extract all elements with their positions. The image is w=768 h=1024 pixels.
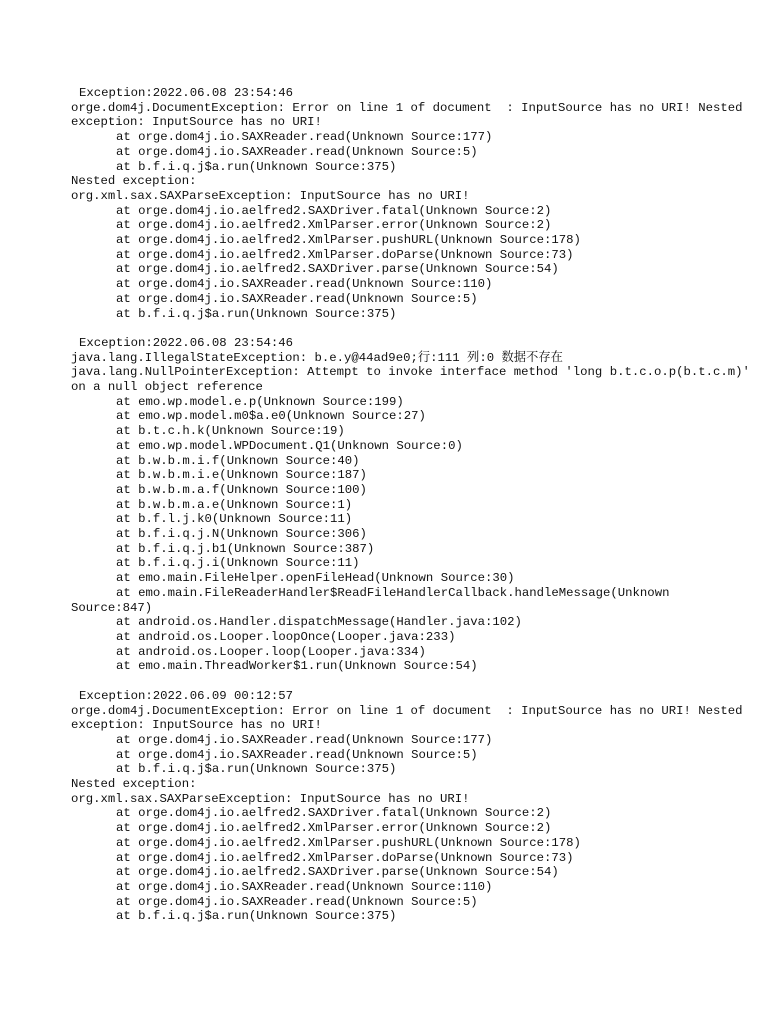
stack-frame: at orge.dom4j.io.aelfred2.SAXDriver.fatal(Unknown Source:2) [116, 806, 552, 821]
stack-frame: at b.t.c.h.k(Unknown Source:19) [116, 424, 345, 439]
stack-frame: at b.f.i.q.j$a.run(Unknown Source:375) [116, 306, 397, 321]
stack-frame: at emo.main.FileHelper.openFileHead(Unknown Source:30) [116, 571, 515, 586]
stack-frame: at orge.dom4j.io.aelfred2.XmlParser.error(Unknown Source:2) [116, 218, 552, 233]
stack-frame: at emo.wp.model.e.p(Unknown Source:199) [116, 394, 404, 409]
stack-frame: at b.f.i.q.j$a.run(Unknown Source:375) [116, 762, 397, 777]
stack-frame: at orge.dom4j.io.aelfred2.SAXDriver.fatal(Unknown Source:2) [116, 203, 552, 218]
stack-frame: at orge.dom4j.io.SAXReader.read(Unknown Source:110) [116, 879, 493, 894]
stack-frame: at orge.dom4j.io.aelfred2.XmlParser.doParse(Unknown Source:73) [116, 247, 574, 262]
stack-frame: at orge.dom4j.io.aelfred2.XmlParser.pushURL(Unknown Source:178) [116, 835, 581, 850]
stack-frame: at orge.dom4j.io.aelfred2.XmlParser.error(Unknown Source:2) [116, 821, 552, 836]
stack-frame: at orge.dom4j.io.aelfred2.SAXDriver.parse(Unknown Source:54) [116, 865, 559, 880]
stack-frame: at orge.dom4j.io.SAXReader.read(Unknown Source:5) [116, 747, 478, 762]
stack-frame: at android.os.Looper.loopOnce(Looper.java:233) [116, 630, 456, 644]
stack-frame: at b.f.i.q.j.N(Unknown Source:306) [116, 527, 367, 542]
log-block-2 [71, 336, 761, 674]
stack-frame: at emo.wp.model.m0$a.e0(Unknown Source:27) [116, 409, 426, 424]
stack-frame: at b.w.b.m.i.f(Unknown Source:40) [116, 453, 360, 468]
exception-header: Exception:2022.06.08 23:54:46 [79, 335, 294, 350]
stack-frame: at android.os.Handler.dispatchMessage(Handler.java:102) [116, 615, 522, 630]
stack-frame: at orge.dom4j.io.SAXReader.read(Unknown Source:5) [116, 894, 478, 909]
stack-frame: at b.w.b.m.a.e(Unknown Source:1) [116, 497, 353, 512]
stack-frame: at b.f.i.q.j$a.run(Unknown Source:375) [116, 159, 397, 174]
stack-frame: at b.w.b.m.i.e(Unknown Source:187) [116, 468, 367, 483]
log-document [71, 86, 761, 939]
exception-message: java.lang.NullPointerException: Attempt to invoke interface method 'long b.t.c.o.p(b.t.c.m)' on a null object reference [71, 365, 758, 395]
exception-message: org.xml.sax.SAXParseException: InputSource has no URI! [71, 188, 470, 203]
exception-header: Exception:2022.06.08 23:54:46 [79, 86, 294, 100]
stack-frame: at b.w.b.m.a.f(Unknown Source:100) [116, 482, 367, 497]
nested-exception-label: Nested exception: [71, 174, 197, 189]
exception-message: java.lang.IllegalStateException: b.e.y@44ad9e0;行:111 列:0 数据不存在 [71, 350, 563, 365]
log-block-3 [71, 689, 761, 924]
stack-frame: at emo.wp.model.WPDocument.Q1(Unknown Source:0) [116, 438, 463, 453]
stack-frame: at emo.main.FileReaderHandler$ReadFileHandlerCallback.handleMessage(Unknown [116, 585, 670, 600]
stack-frame: at orge.dom4j.io.SAXReader.read(Unknown Source:177) [116, 130, 493, 145]
stack-frame: at orge.dom4j.io.aelfred2.SAXDriver.parse(Unknown Source:54) [116, 262, 559, 277]
stack-frame: at orge.dom4j.io.SAXReader.read(Unknown Source:110) [116, 277, 493, 292]
nested-exception-label: Nested exception: [71, 777, 197, 792]
log-block-1 [71, 86, 761, 321]
stack-frame: at orge.dom4j.io.SAXReader.read(Unknown Source:177) [116, 732, 493, 747]
stack-frame: at orge.dom4j.io.aelfred2.XmlParser.doParse(Unknown Source:73) [116, 850, 574, 865]
exception-message: orge.dom4j.DocumentException: Error on line 1 of document : InputSource has no URI! Nested exception: InputSource has no URI! [71, 703, 750, 733]
stack-frame: at b.f.i.q.j.i(Unknown Source:11) [116, 556, 360, 571]
stack-frame: at b.f.l.j.k0(Unknown Source:11) [116, 512, 353, 527]
exception-header: Exception:2022.06.09 00:12:57 [79, 688, 294, 703]
stack-frame: at android.os.Looper.loop(Looper.java:334) [116, 644, 426, 659]
stack-frame: at orge.dom4j.io.aelfred2.XmlParser.pushURL(Unknown Source:178) [116, 233, 581, 248]
exception-message: org.xml.sax.SAXParseException: InputSource has no URI! [71, 791, 470, 806]
stack-frame: at b.f.i.q.j.b1(Unknown Source:387) [116, 541, 375, 556]
stack-frame: at orge.dom4j.io.SAXReader.read(Unknown Source:5) [116, 144, 478, 159]
stack-frame: at emo.main.ThreadWorker$1.run(Unknown Source:54) [116, 659, 478, 674]
stack-frame-continuation: Source:847) [71, 600, 153, 615]
stack-frame: at b.f.i.q.j$a.run(Unknown Source:375) [116, 909, 397, 924]
exception-message: orge.dom4j.DocumentException: Error on line 1 of document : InputSource has no URI! Nested exception: InputSource has no URI! [71, 100, 750, 130]
stack-frame: at orge.dom4j.io.SAXReader.read(Unknown Source:5) [116, 291, 478, 306]
